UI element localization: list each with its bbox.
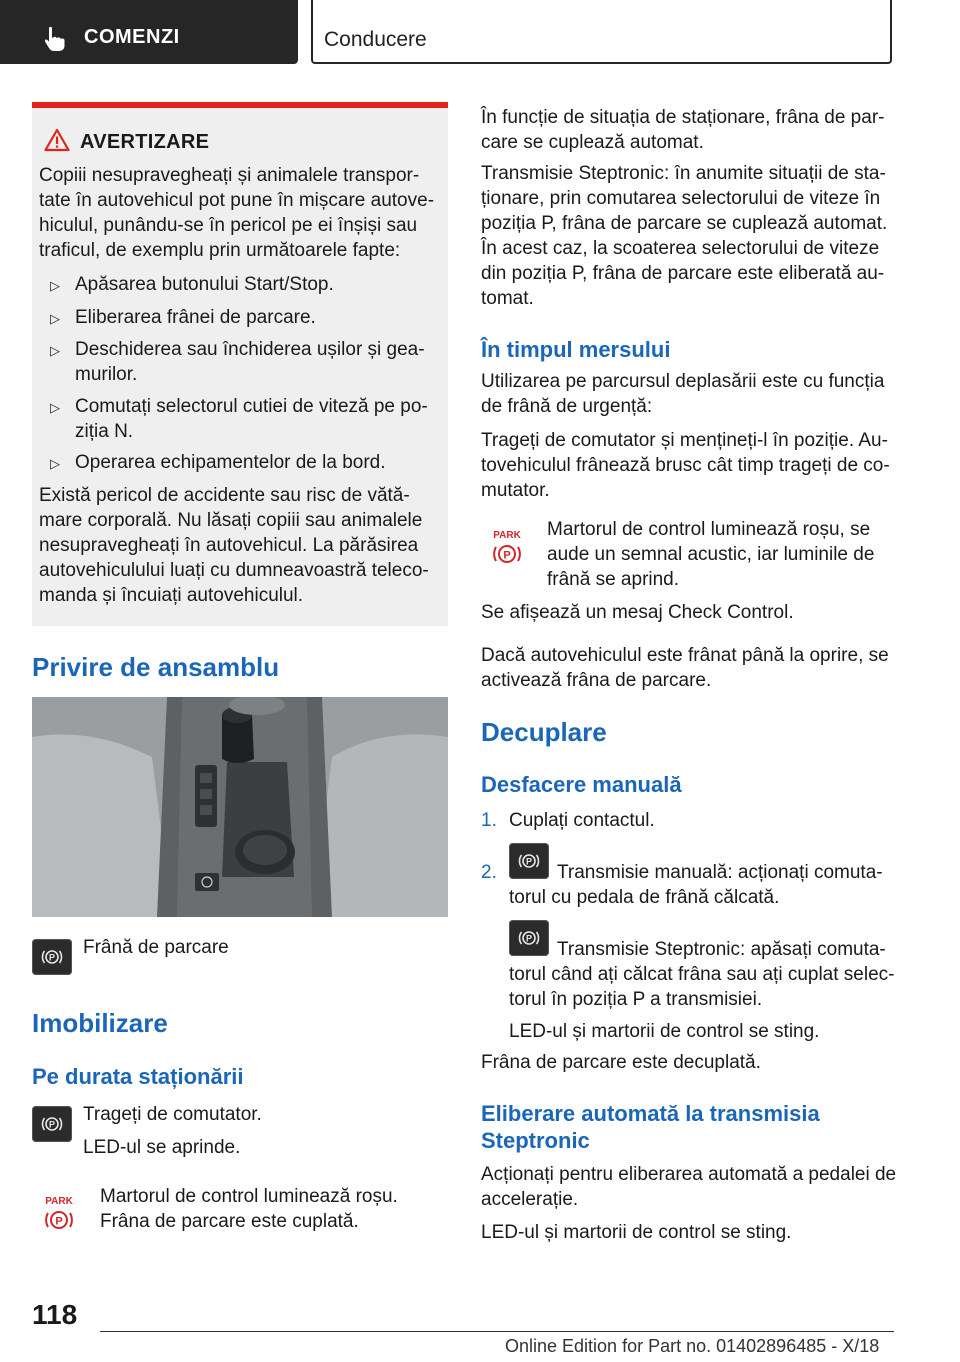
paragraph-auto-release xyxy=(481,1162,901,1212)
text-line: Utilizarea pe parcursul deplasării este cu funcția xyxy=(481,371,885,392)
step-text: Cuplați contactul. xyxy=(509,810,655,831)
text-line: mare corporală. Nu lăsați copiii sau animalele xyxy=(39,510,423,531)
figure-caption: Frână de parcare xyxy=(83,937,229,958)
step-text: LED-ul și martorii de control se sting. xyxy=(509,1021,820,1042)
text-line: accelerație. xyxy=(481,1189,579,1210)
subheading-driving: În timpul mersului xyxy=(481,337,671,362)
text-line: ționare, prin comutarea selectorului de viteze în xyxy=(481,188,881,209)
paragraph-emergency xyxy=(481,369,901,419)
text-line: Acționați pentru eliberarea automată a pedalei de xyxy=(481,1164,897,1185)
step-text: Transmisie Steptronic: apăsați comuta- xyxy=(557,939,886,960)
paragraph-pull-hold xyxy=(481,428,901,503)
warning-outro xyxy=(39,483,443,608)
paragraph-stop-engage xyxy=(481,643,901,693)
footer-divider xyxy=(100,1331,894,1332)
step-text: torul când ați călcat frâna sau ați cuplat selec- xyxy=(509,964,895,985)
heading-imobilizare: Imobilizare xyxy=(32,1008,168,1038)
text-line: din poziția P, frâna de parcare este eliberată au- xyxy=(481,263,885,284)
step-text: Transmisie manuală: acționați comuta- xyxy=(557,862,883,883)
list-item xyxy=(75,337,425,387)
text-line: În funcție de situația de staționare, frâna de par- xyxy=(481,107,885,128)
park-indicator-icon xyxy=(486,527,528,569)
parking-brake-button-icon xyxy=(509,843,549,879)
svg-text:P: P xyxy=(525,856,533,867)
svg-text:P: P xyxy=(503,549,511,562)
text-line: frână se aprind. xyxy=(547,569,680,590)
warning-triangle-icon xyxy=(44,128,70,152)
bullet-marker: ▷ xyxy=(50,400,60,415)
svg-text:PARK: PARK xyxy=(45,1196,73,1207)
paragraph-steptronic xyxy=(481,161,901,311)
text-line: Dacă autovehiculul este frânat până la oprire, se xyxy=(481,645,889,666)
text-line: activează frâna de parcare. xyxy=(481,670,712,691)
text-line: Deschiderea sau închiderea ușilor și gea- xyxy=(75,339,425,360)
step-text: torul în poziția P a transmisiei. xyxy=(509,989,763,1010)
text-line: Trageți de comutator și mențineți-l în poziție. Au- xyxy=(481,430,888,451)
paragraph-auto-engage xyxy=(481,105,901,155)
text-line: murilor. xyxy=(75,364,138,385)
heading-decuplare: Decuplare xyxy=(481,717,607,747)
svg-text:P: P xyxy=(55,1215,63,1228)
svg-text:P: P xyxy=(48,1119,56,1130)
bullet-marker: ▷ xyxy=(50,343,60,358)
text-line: Comutați selectorul cutiei de viteză pe po- xyxy=(75,396,428,417)
text-line: care se cuplează automat. xyxy=(481,132,704,153)
text-pull-switch: Trageți de comutator. xyxy=(83,1104,262,1125)
text-line: Transmisie Steptronic: în anumite situații de sta- xyxy=(481,163,886,184)
svg-text:PARK: PARK xyxy=(493,530,521,541)
text-line: Există pericol de accidente sau risc de vătă- xyxy=(39,485,410,506)
text-line: de frână de urgență: xyxy=(481,396,653,417)
park-indicator-text xyxy=(547,517,897,592)
center-console-illustration xyxy=(32,697,448,917)
text-line: poziția P, frâna de parcare se cuplează automat. xyxy=(481,213,888,234)
warning-title: AVERTIZARE xyxy=(80,131,210,153)
chapter-title: Conducere xyxy=(324,28,427,51)
svg-text:P: P xyxy=(48,952,56,963)
warning-intro xyxy=(39,163,443,263)
heading-overview: Privire de ansamblu xyxy=(32,652,280,682)
heading-line: Eliberare automată la transmisia xyxy=(481,1101,820,1126)
text-line: ziția N. xyxy=(75,421,134,442)
text-line: tovehiculul frânează brusc cât timp trageți de co- xyxy=(481,455,890,476)
subheading-auto-release xyxy=(481,1100,820,1154)
text-line: aude un semnal acustic, iar luminile de xyxy=(547,544,875,565)
text-line: hiculul, punându-se în pericol pe ei înșiși sau xyxy=(39,215,418,236)
list-item: Eliberarea frânei de parcare. xyxy=(75,307,316,328)
subheading-manual-release: Desfacere manuală xyxy=(481,772,682,797)
parking-brake-button-icon xyxy=(32,939,72,975)
text-line: nesupravegheați în autovehicul. La părăsirea xyxy=(39,535,419,556)
text-line: Martorul de control luminează roșu, se xyxy=(547,519,871,540)
list-item: Apăsarea butonului Start/Stop. xyxy=(75,274,334,295)
text-line: În acest caz, la scoaterea selectorului de viteze xyxy=(481,238,880,259)
text-line: Martorul de control luminează roșu. xyxy=(100,1186,398,1207)
text-line: tomat. xyxy=(481,288,534,309)
subheading-stationing: Pe durata staționării xyxy=(32,1064,244,1089)
list-item: Operarea echipamentelor de la bord. xyxy=(75,452,386,473)
parking-brake-button-icon xyxy=(509,920,549,956)
warning-bar xyxy=(32,102,448,108)
step-text: torul cu pedala de frână călcată. xyxy=(509,887,780,908)
bullet-marker: ▷ xyxy=(50,456,60,471)
list-item xyxy=(75,394,428,444)
step-number: 2. xyxy=(481,862,497,883)
bullet-marker: ▷ xyxy=(50,278,60,293)
park-indicator-text xyxy=(100,1184,398,1234)
bullet-marker: ▷ xyxy=(50,311,60,326)
text-line: Copiii nesupravegheați și animalele transpor- xyxy=(39,165,420,186)
text-line: manda și încuiați autovehiculul. xyxy=(39,585,304,606)
hand-pointer-icon xyxy=(40,24,70,54)
text-line: tate în autovehicul pot pune în mișcare autove- xyxy=(39,190,435,211)
text-line: autovehiculului luați cu dumneavoastră teleco- xyxy=(39,560,429,581)
heading-line: Steptronic xyxy=(481,1128,590,1153)
page-number: 118 xyxy=(32,1299,78,1330)
footer-edition: Online Edition for Part no. 01402896485 - X/18 xyxy=(505,1336,880,1356)
section-title: COMENZI xyxy=(84,26,180,48)
park-indicator-icon xyxy=(38,1193,80,1235)
step-number: 1. xyxy=(481,810,497,831)
text-led-on: LED-ul se aprinde. xyxy=(83,1137,241,1158)
center-console-photo xyxy=(32,697,448,917)
paragraph-led-off: LED-ul și martorii de control se sting. xyxy=(481,1222,792,1243)
text-line: Frâna de parcare este cuplată. xyxy=(100,1211,359,1232)
paragraph-check-control: Se afișează un mesaj Check Control. xyxy=(481,602,794,623)
paragraph-released: Frâna de parcare este decuplată. xyxy=(481,1052,761,1073)
text-line: mutator. xyxy=(481,480,550,501)
svg-text:P: P xyxy=(525,933,533,944)
parking-brake-button-icon xyxy=(32,1106,72,1142)
text-line: traficul, de exemplu prin următoarele fapte: xyxy=(39,240,401,261)
